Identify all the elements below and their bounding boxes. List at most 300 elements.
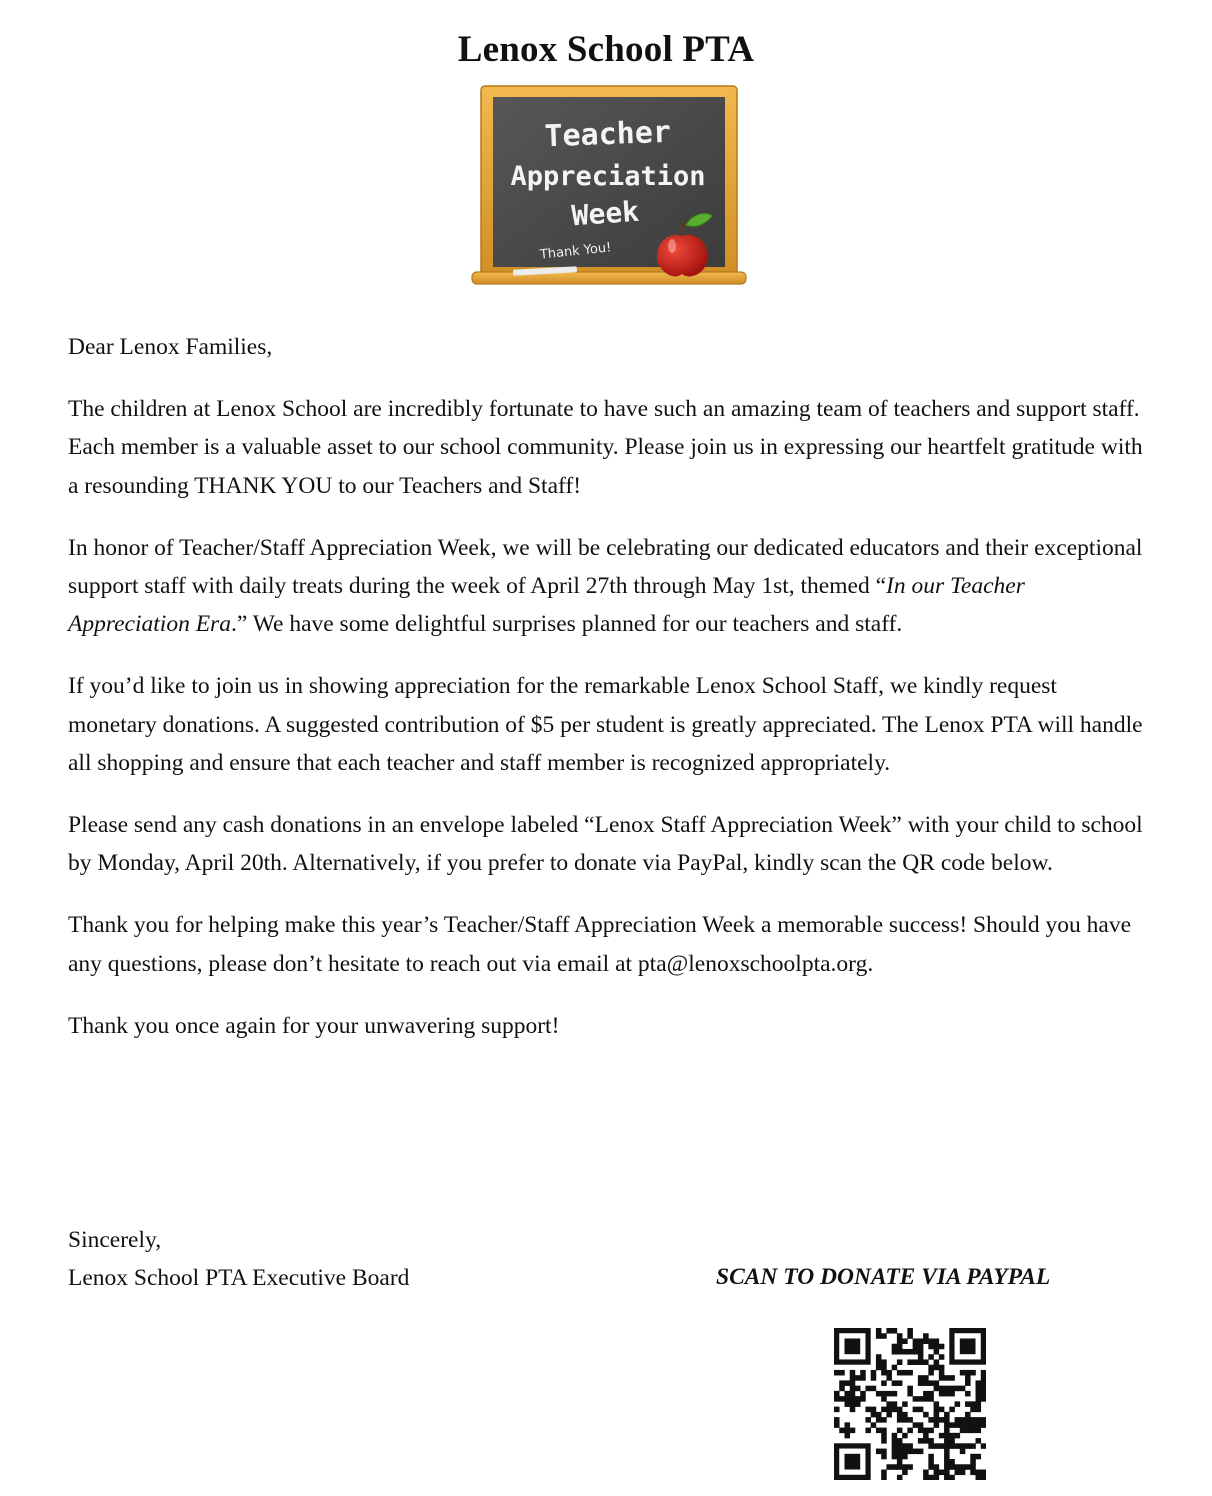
qr-module (892, 1328, 898, 1334)
qr-module (944, 1438, 950, 1444)
qr-module (923, 1438, 929, 1444)
qr-module (981, 1443, 986, 1449)
qr-module (892, 1407, 898, 1413)
qr-module (839, 1370, 845, 1376)
qr-module (844, 1433, 850, 1439)
qr-module (934, 1344, 940, 1350)
qr-module (844, 1396, 850, 1402)
qr-module (955, 1417, 961, 1423)
qr-module (881, 1365, 887, 1371)
qr-module (949, 1407, 955, 1413)
qr-module (944, 1449, 950, 1455)
qr-module (850, 1375, 856, 1381)
qr-module (897, 1428, 903, 1434)
qr-module (928, 1438, 934, 1444)
qr-module (939, 1365, 945, 1371)
qr-module (897, 1438, 903, 1444)
qr-module (923, 1470, 929, 1476)
qr-module (970, 1443, 976, 1449)
qr-module (928, 1417, 934, 1423)
qr-module (892, 1365, 898, 1371)
qr-module (928, 1391, 934, 1397)
qr-module (897, 1338, 903, 1344)
qr-module (934, 1464, 940, 1470)
qr-module (844, 1428, 850, 1434)
qr-module (934, 1338, 940, 1344)
qr-module (976, 1475, 982, 1480)
qr-module (960, 1443, 966, 1449)
qr-module (976, 1396, 982, 1402)
qr-module (928, 1396, 934, 1402)
qr-module (913, 1359, 919, 1365)
qr-module (850, 1428, 856, 1434)
qr-module (865, 1417, 871, 1423)
qr-module (892, 1349, 898, 1355)
qr-module (897, 1349, 903, 1355)
qr-module (923, 1433, 929, 1439)
qr-module (907, 1443, 913, 1449)
qr-module (876, 1417, 882, 1423)
qr-module (923, 1396, 929, 1402)
qr-module (960, 1386, 966, 1392)
qr-module (886, 1328, 892, 1334)
qr-module (934, 1422, 940, 1428)
qr-module (844, 1401, 850, 1407)
qr-module (860, 1396, 866, 1402)
chalk-ledge (472, 272, 746, 284)
qr-module (944, 1454, 950, 1460)
qr-module (960, 1464, 966, 1470)
qr-module (939, 1407, 945, 1413)
qr-module (892, 1454, 898, 1460)
qr-module (960, 1470, 966, 1476)
qr-module (913, 1344, 919, 1350)
qr-module (907, 1370, 913, 1376)
qr-module (918, 1449, 924, 1455)
qr-module (965, 1464, 971, 1470)
qr-module (897, 1449, 903, 1455)
qr-module (934, 1386, 940, 1392)
qr-module (907, 1449, 913, 1455)
qr-module (923, 1359, 929, 1365)
qr-module (855, 1401, 861, 1407)
qr-module (981, 1470, 986, 1476)
qr-module (897, 1359, 903, 1365)
qr-module (871, 1412, 877, 1418)
qr-module (923, 1475, 929, 1480)
qr-module (844, 1391, 850, 1397)
qr-module (918, 1375, 924, 1381)
qr-module (907, 1328, 913, 1334)
qr-module (902, 1454, 908, 1460)
qr-module (944, 1464, 950, 1470)
qr-module (923, 1428, 929, 1434)
qr-module (892, 1449, 898, 1455)
salutation: Dear Lenox Families, (68, 334, 273, 360)
qr-module (944, 1417, 950, 1423)
page-title: Lenox School PTA (457, 29, 755, 70)
qr-module (881, 1433, 887, 1439)
qr-module (944, 1443, 950, 1449)
qr-module (981, 1386, 986, 1392)
qr-module (892, 1443, 898, 1449)
qr-module (907, 1349, 913, 1355)
qr-module (949, 1375, 955, 1381)
qr-module (944, 1375, 950, 1381)
qr-module (834, 1396, 840, 1402)
qr-module (850, 1386, 856, 1392)
letter-body (68, 328, 1148, 1069)
qr-module (928, 1428, 934, 1434)
qr-module (881, 1391, 887, 1397)
qr-module (881, 1407, 887, 1413)
qr-module (928, 1475, 934, 1480)
qr-module (949, 1464, 955, 1470)
qr-module (928, 1365, 934, 1371)
qr-module (934, 1470, 940, 1476)
qr-module (981, 1422, 986, 1428)
qr-module (839, 1428, 845, 1434)
qr-module (902, 1443, 908, 1449)
qr-module (892, 1344, 898, 1350)
qr-module (871, 1375, 877, 1381)
qr-module (939, 1370, 945, 1376)
qr-module (834, 1391, 840, 1397)
qr-module (881, 1438, 887, 1444)
qr-module (934, 1401, 940, 1407)
qr-module (886, 1412, 892, 1418)
qr-module (939, 1391, 945, 1397)
qr-module (876, 1449, 882, 1455)
qr-module (844, 1380, 850, 1386)
qr-module (949, 1433, 955, 1439)
qr-module (918, 1349, 924, 1355)
qr-module (876, 1365, 882, 1371)
qr-module (855, 1375, 861, 1381)
qr-module (934, 1349, 940, 1355)
qr-module (928, 1464, 934, 1470)
qr-module (923, 1380, 929, 1386)
qr-module (871, 1370, 877, 1376)
qr-module (902, 1401, 908, 1407)
qr-module (907, 1386, 913, 1392)
qr-module (939, 1433, 945, 1439)
qr-module (881, 1475, 887, 1480)
qr-module (913, 1396, 919, 1402)
qr-module (981, 1370, 986, 1376)
paragraph-intro: The children at Lenox School are incredibly fortunate to have such an amazing team of teachers and support staff. Each member is a valuable asset to our school community. Please join us in expressing our heartfelt gratitude with a resounding THANK YOU to our Teachers and Staff! (68, 396, 1143, 499)
paragraph-donations: If you’d like to join us in showing appreciation for the remarkable Lenox School Staff, we kindly request monetary donations. A suggested contribution of $5 per student is greatly appreciated. The Lenox PTA will handle all shopping and ensure that each teacher and staff member is recognized appropriately. (68, 673, 1143, 776)
paragraph-appreciation-week-start: In honor of Teacher/Staff Appreciation Week, we will be celebrating our dedicated educators and their exceptional support staff with daily treats during the week of April 27th through May 1st, themed “ (68, 534, 1143, 600)
teacher-appreciation-chalkboard-image (470, 84, 750, 298)
chalk-heading-line2: Appreciation (510, 161, 706, 192)
qr-module (960, 1449, 966, 1455)
qr-module (928, 1459, 934, 1465)
qr-module (907, 1464, 913, 1470)
qr-module (934, 1475, 940, 1480)
qr-module (897, 1370, 903, 1376)
qr-module (976, 1391, 982, 1397)
qr-module (860, 1375, 866, 1381)
qr-module (944, 1459, 950, 1465)
qr-module (928, 1370, 934, 1376)
qr-module (918, 1344, 924, 1350)
qr-module (876, 1428, 882, 1434)
qr-module (855, 1396, 861, 1402)
qr-module (892, 1401, 898, 1407)
paypal-qr-code[interactable] (834, 1328, 986, 1480)
qr-module (897, 1475, 903, 1480)
qr-finder-pattern (844, 1338, 860, 1354)
qr-module (902, 1370, 908, 1376)
qr-module (907, 1359, 913, 1365)
qr-module (876, 1328, 882, 1334)
qr-module (923, 1375, 929, 1381)
qr-module (949, 1438, 955, 1444)
qr-module (949, 1443, 955, 1449)
qr-module (934, 1365, 940, 1371)
qr-module (944, 1422, 950, 1428)
qr-module (965, 1401, 971, 1407)
qr-module (939, 1443, 945, 1449)
qr-module (897, 1333, 903, 1339)
qr-module (949, 1386, 955, 1392)
closing-sincerely: Sincerely, (68, 1227, 162, 1253)
qr-module (886, 1391, 892, 1397)
qr-module (844, 1422, 850, 1428)
qr-module (976, 1438, 982, 1444)
qr-module (897, 1417, 903, 1423)
qr-module (976, 1470, 982, 1476)
qr-module (960, 1422, 966, 1428)
qr-module (902, 1433, 908, 1439)
qr-module (981, 1396, 986, 1402)
qr-module (949, 1391, 955, 1397)
qr-module (850, 1380, 856, 1386)
qr-module (949, 1475, 955, 1480)
qr-module (939, 1417, 945, 1423)
qr-module (955, 1470, 961, 1476)
qr-module (871, 1386, 877, 1392)
qr-module (907, 1391, 913, 1397)
qr-module (892, 1433, 898, 1439)
qr-module (939, 1344, 945, 1350)
qr-module (949, 1422, 955, 1428)
theme-name: In our Teacher Appreciation Era (68, 573, 1025, 638)
qr-module (918, 1428, 924, 1434)
qr-module (902, 1349, 908, 1355)
qr-module (928, 1380, 934, 1386)
qr-module (892, 1380, 898, 1386)
qr-module (918, 1338, 924, 1344)
qr-module (892, 1464, 898, 1470)
qr-module (860, 1391, 866, 1397)
qr-module (892, 1391, 898, 1397)
qr-module (834, 1422, 840, 1428)
qr-module (960, 1428, 966, 1434)
qr-module (976, 1422, 982, 1428)
qr-module (897, 1344, 903, 1350)
qr-module (944, 1475, 950, 1480)
qr-module (976, 1407, 982, 1413)
qr-module (897, 1380, 903, 1386)
qr-module (976, 1454, 982, 1460)
qr-module (976, 1428, 982, 1434)
qr-module (955, 1443, 961, 1449)
qr-module (981, 1375, 986, 1381)
qr-module (855, 1386, 861, 1392)
qr-module (897, 1407, 903, 1413)
qr-module (965, 1422, 971, 1428)
qr-module (923, 1412, 929, 1418)
paragraph-appreciation-week-end: .” We have some delightful surprises planned for our teachers and staff. (230, 611, 903, 638)
letter-closing (68, 1221, 409, 1297)
qr-module (834, 1417, 840, 1423)
qr-module (839, 1380, 845, 1386)
qr-module (876, 1412, 882, 1418)
qr-module (960, 1417, 966, 1423)
qr-module (918, 1422, 924, 1428)
qr-module (881, 1470, 887, 1476)
qr-module (850, 1370, 856, 1376)
qr-module (955, 1401, 961, 1407)
qr-module (865, 1428, 871, 1434)
qr-module (907, 1333, 913, 1339)
qr-module (934, 1443, 940, 1449)
qr-module (944, 1386, 950, 1392)
qr-module (907, 1428, 913, 1434)
qr-module (955, 1386, 961, 1392)
qr-module (981, 1380, 986, 1386)
qr-module (976, 1380, 982, 1386)
qr-module (944, 1412, 950, 1418)
qr-module (902, 1464, 908, 1470)
qr-module (913, 1338, 919, 1344)
qr-module (918, 1438, 924, 1444)
qr-module (850, 1401, 856, 1407)
qr-finder-pattern (960, 1338, 976, 1354)
qr-module (913, 1407, 919, 1413)
qr-module (839, 1396, 845, 1402)
qr-module (892, 1438, 898, 1444)
qr-module (934, 1359, 940, 1365)
qr-module (886, 1464, 892, 1470)
qr-module (944, 1428, 950, 1434)
qr-module (970, 1454, 976, 1460)
qr-module (970, 1417, 976, 1423)
qr-module (871, 1407, 877, 1413)
qr-module (897, 1464, 903, 1470)
qr-module (939, 1375, 945, 1381)
qr-module (934, 1417, 940, 1423)
qr-module (918, 1380, 924, 1386)
qr-module (881, 1449, 887, 1455)
qr-module (918, 1396, 924, 1402)
qr-module (918, 1359, 924, 1365)
qr-module (834, 1407, 840, 1413)
qr-module (965, 1391, 971, 1397)
qr-module (886, 1401, 892, 1407)
paragraph-final-thanks: Thank you once again for your unwavering support! (68, 1012, 560, 1039)
qr-module (928, 1344, 934, 1350)
qr-module (944, 1391, 950, 1397)
qr-module (944, 1470, 950, 1476)
qr-module (850, 1407, 856, 1413)
qr-module (934, 1412, 940, 1418)
qr-module (886, 1375, 892, 1381)
qr-module (976, 1386, 982, 1392)
qr-module (876, 1359, 882, 1365)
qr-module (955, 1433, 961, 1439)
qr-module (850, 1396, 856, 1402)
qr-module (965, 1380, 971, 1386)
qr-module (928, 1443, 934, 1449)
qr-module (881, 1396, 887, 1402)
qr-module (939, 1354, 945, 1360)
qr-module (965, 1443, 971, 1449)
signature: Lenox School PTA Executive Board (68, 1265, 410, 1291)
qr-module (970, 1407, 976, 1413)
qr-module (902, 1412, 908, 1418)
qr-module (934, 1407, 940, 1413)
qr-module (928, 1354, 934, 1360)
qr-module (981, 1475, 986, 1480)
qr-module (960, 1370, 966, 1376)
qr-module (913, 1422, 919, 1428)
qr-module (970, 1470, 976, 1476)
paragraph-appreciation-week (68, 529, 1148, 644)
qr-module (949, 1459, 955, 1465)
qr-module (918, 1407, 924, 1413)
qr-module (913, 1449, 919, 1455)
qr-module (876, 1391, 882, 1397)
qr-module (907, 1417, 913, 1423)
qr-module (839, 1386, 845, 1392)
qr-module (860, 1370, 866, 1376)
qr-module (965, 1370, 971, 1376)
qr-module (970, 1464, 976, 1470)
qr-module (976, 1417, 982, 1423)
paragraph-thanks-contact: Thank you for helping make this year’s Teacher/Staff Appreciation Week a memorable success! Should you have any questions, please don’t hesitate to reach out via email at pta@lenoxschoolpta.org. (68, 912, 1132, 977)
qr-module (955, 1422, 961, 1428)
donate-scan-label: SCAN TO DONATE VIA PAYPAL (716, 1264, 1051, 1290)
qr-module (881, 1370, 887, 1376)
qr-module (876, 1354, 882, 1360)
qr-module (897, 1412, 903, 1418)
qr-module (923, 1333, 929, 1339)
qr-module (970, 1459, 976, 1465)
qr-module (881, 1428, 887, 1434)
qr-module (902, 1417, 908, 1423)
qr-module (881, 1359, 887, 1365)
chalk-heading-line1: Teacher (543, 114, 672, 155)
chalk-thank-you-note: Thank You! (539, 240, 613, 263)
qr-module (923, 1338, 929, 1344)
chalk-heading-line3: Week (570, 194, 641, 233)
qr-module (918, 1354, 924, 1360)
qr-module (981, 1417, 986, 1423)
qr-module (970, 1422, 976, 1428)
qr-module (955, 1464, 961, 1470)
qr-module (965, 1428, 971, 1434)
qr-module (850, 1391, 856, 1397)
qr-module (939, 1470, 945, 1476)
qr-module (881, 1333, 887, 1339)
qr-module (876, 1333, 882, 1339)
qr-module (897, 1459, 903, 1465)
qr-module (886, 1407, 892, 1413)
qr-module (965, 1417, 971, 1423)
